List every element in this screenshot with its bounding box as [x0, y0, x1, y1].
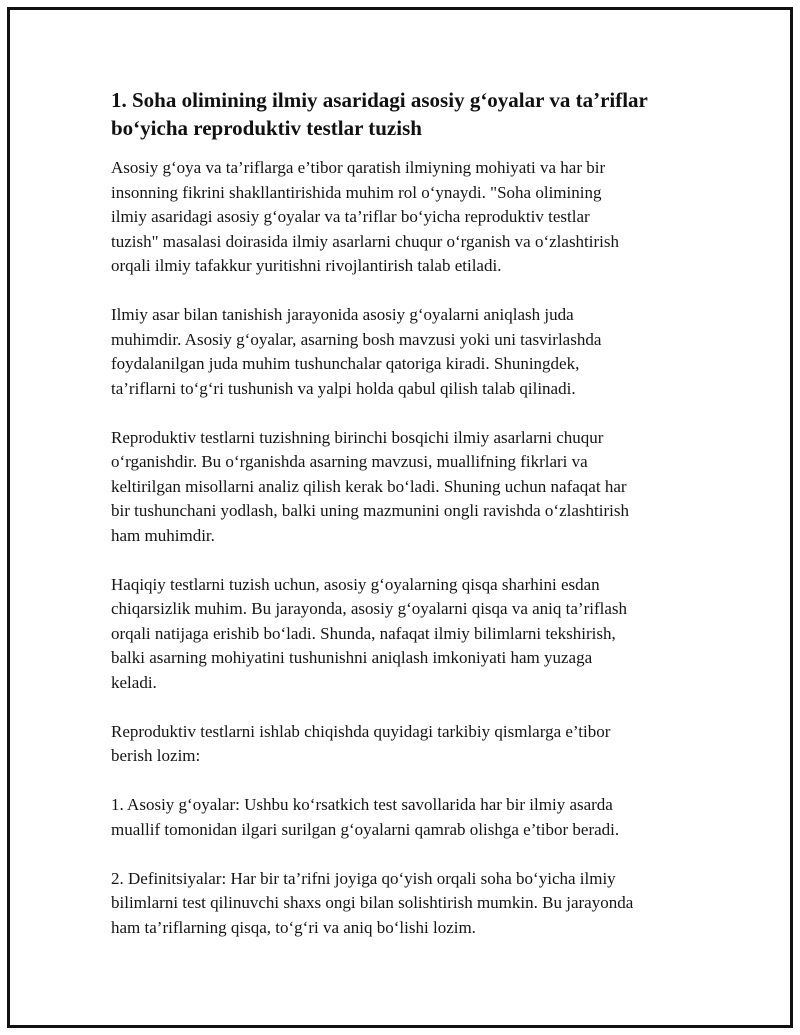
list-item-main-ideas: 1. Asosiy g‘oyalar: Ushbu ko‘rsatkich test savollarida har bir ilmiy asarda muallif tomonidan ilgari surilgan g‘oyalarni qamrab olishga e’tibor beradi.: [111, 795, 620, 839]
paragraph-components: Reproduktiv testlarni ishlab chiqishda quyidagi tarkibiy qismlarga e’tibor berish lozim:: [111, 721, 611, 765]
paragraph-intro: Asosiy g‘oya va ta’riflarga e’tibor qaratish ilmiyning mohiyati va har bir insonning fikrini shakllantirishida muhim rol o‘ynaydi. "Soha olimining ilmiy asaridagi asosiy g‘oyalar va ta’riflar bo‘yicha reproduktiv testlar tuzish" masalasi doirasida ilmiy asarlarni chuqur o‘rganish va o‘zlashtirish orqali ilmiy tafakkur yuritishni rivojlantirish talab etiladi.: [111, 158, 619, 275]
paragraph-first-stage: Reproduktiv testlarni tuzishning birinchi bosqichi ilmiy asarlarni chuqur o‘rganishdir. Bu o‘rganishda asarning mavzusi, muallifning fikrlari va keltirilgan misollarni analiz qilish kerak bo‘ladi. Shuning uchun nafaqat har bir tushunchani yodlash, balki uning mazmunini ongli ravishda o‘zlashtirish ham muhimdir.: [111, 427, 629, 545]
list-item-definitions: 2. Definitsiyalar: Har bir ta’rifni joyiga qo‘yish orqali soha bo‘yicha ilmiy bilimlarni test qilinuvchi shaxs ongi bilan solishtirish mumkin. Bu jarayonda ham ta’riflarning qisqa, to‘g‘ri va aniq bo‘lishi lozim.: [111, 868, 634, 937]
document-body: [111, 86, 691, 940]
document-heading: 1. Soha olimining ilmiy asaridagi asosiy g‘oyalar va ta’riflar bo‘yicha reproduktiv testlar tuzish: [111, 88, 648, 140]
paragraph-main-ideas: Ilmiy asar bilan tanishish jarayonida asosiy g‘oyalarni aniqlash juda muhimdir. Asosiy g‘oyalar, asarning bosh mavzusi yoki uni tasvirlashda foydalanilgan juda muhim tushunchalar qatoriga kiradi. Shuningdek, ta’riflarni to‘g‘ri tushunish va yalpi holda qabul qilish talab qilinadi.: [111, 305, 602, 398]
paragraph-real-tests: Haqiqiy testlarni tuzish uchun, asosiy g‘oyalarning qisqa sharhini esdan chiqarsizlik muhim. Bu jarayonda, asosiy g‘oyalarni qisqa va aniq ta’riflash orqali natijaga erishib bo‘ladi. Shunda, nafaqat ilmiy bilimlarni tekshirish, balki asarning mohiyatini tushunishni aniqlash imkoniyati ham yuzaga keladi.: [111, 574, 628, 692]
